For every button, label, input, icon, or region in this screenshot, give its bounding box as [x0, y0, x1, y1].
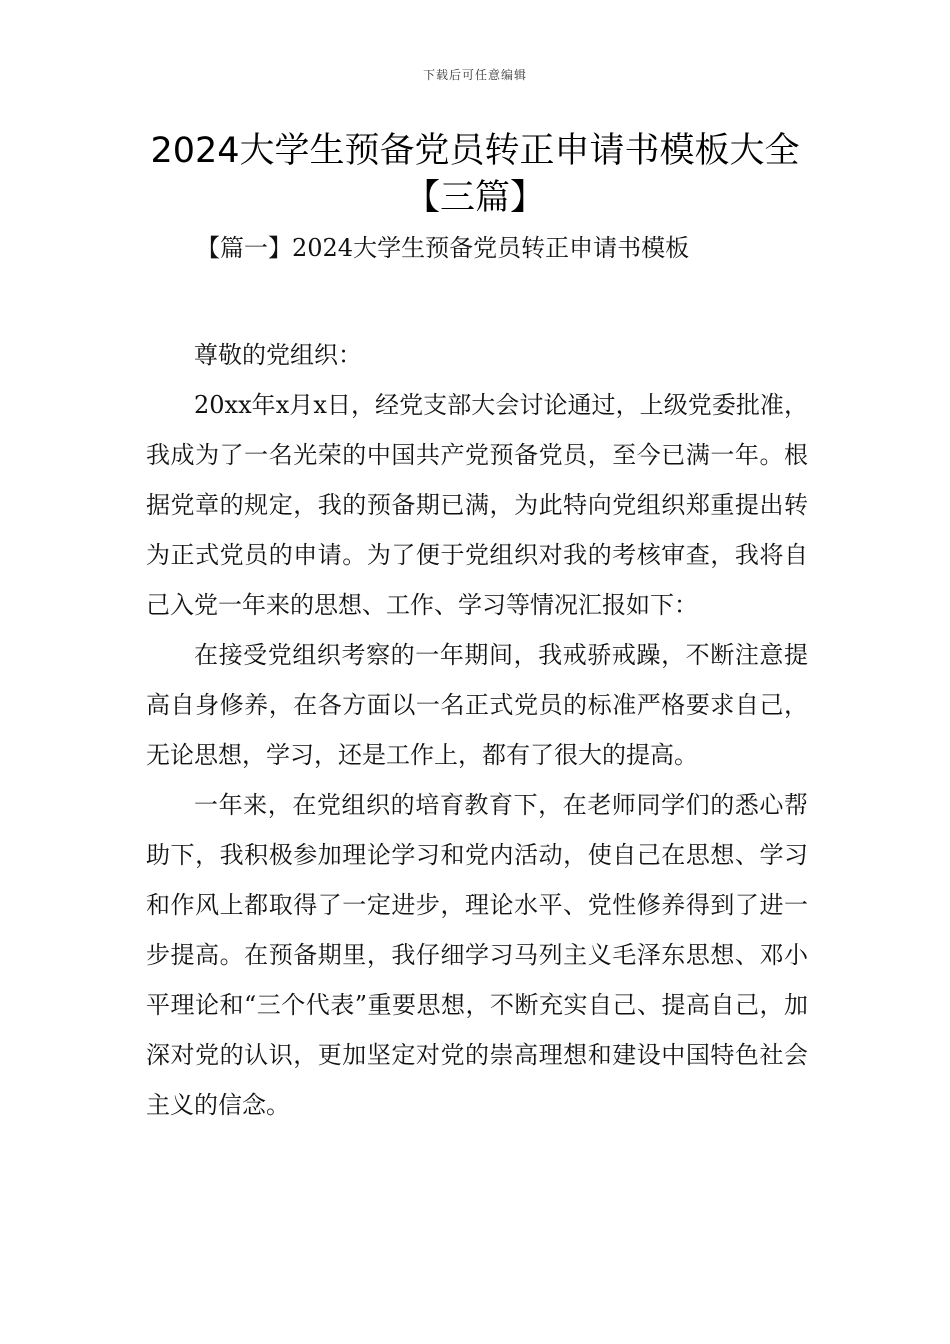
document-title-line-1: 2024大学生预备党员转正申请书模板大全: [150, 131, 800, 171]
paragraph-3: 一年来，在党组织的培育教育下，在老师同学们的悉心帮助下，我积极参加理论学习和党内活动，使自己在思想、学习和作风上都取得了一定进步，理论水平、党性修养得到了进一步提高。在预备期里，我仔细学习马列主义毛泽东思想、邓小平理论和“三个代表”重要思想，不断充实自己、提高自己，加深对党的认识，更加坚定对党的崇高理想和建设中国特色社会主义的信念。: [146, 791, 808, 1119]
paragraph-2: 在接受党组织考察的一年期间，我戒骄戒躁，不断注意提高自身修养，在各方面以一名正式党员的标准严格要求自己，无论思想，学习，还是工作上，都有了很大的提高。: [146, 641, 808, 769]
salutation: 尊敬的党组织：: [194, 341, 362, 369]
paragraph-1: 20xx年x月x日，经党支部大会讨论通过，上级党委批准，我成为了一名光荣的中国共产党预备党员，至今已满一年。根据党章的规定，我的预备期已满，为此特向党组织郑重提出转为正式党员的申请。为了便于党组织对我的考核审查，我将自己入党一年来的思想、工作、学习等情况汇报如下：: [146, 391, 808, 619]
header-note: 下载后可任意编辑: [422, 68, 527, 82]
document-title-line-2: 【三篇】: [404, 178, 545, 218]
letter-body: [146, 330, 808, 1130]
document-title: [100, 128, 850, 222]
section-heading: 【篇一】2024大学生预备党员转正申请书模板: [196, 234, 690, 262]
